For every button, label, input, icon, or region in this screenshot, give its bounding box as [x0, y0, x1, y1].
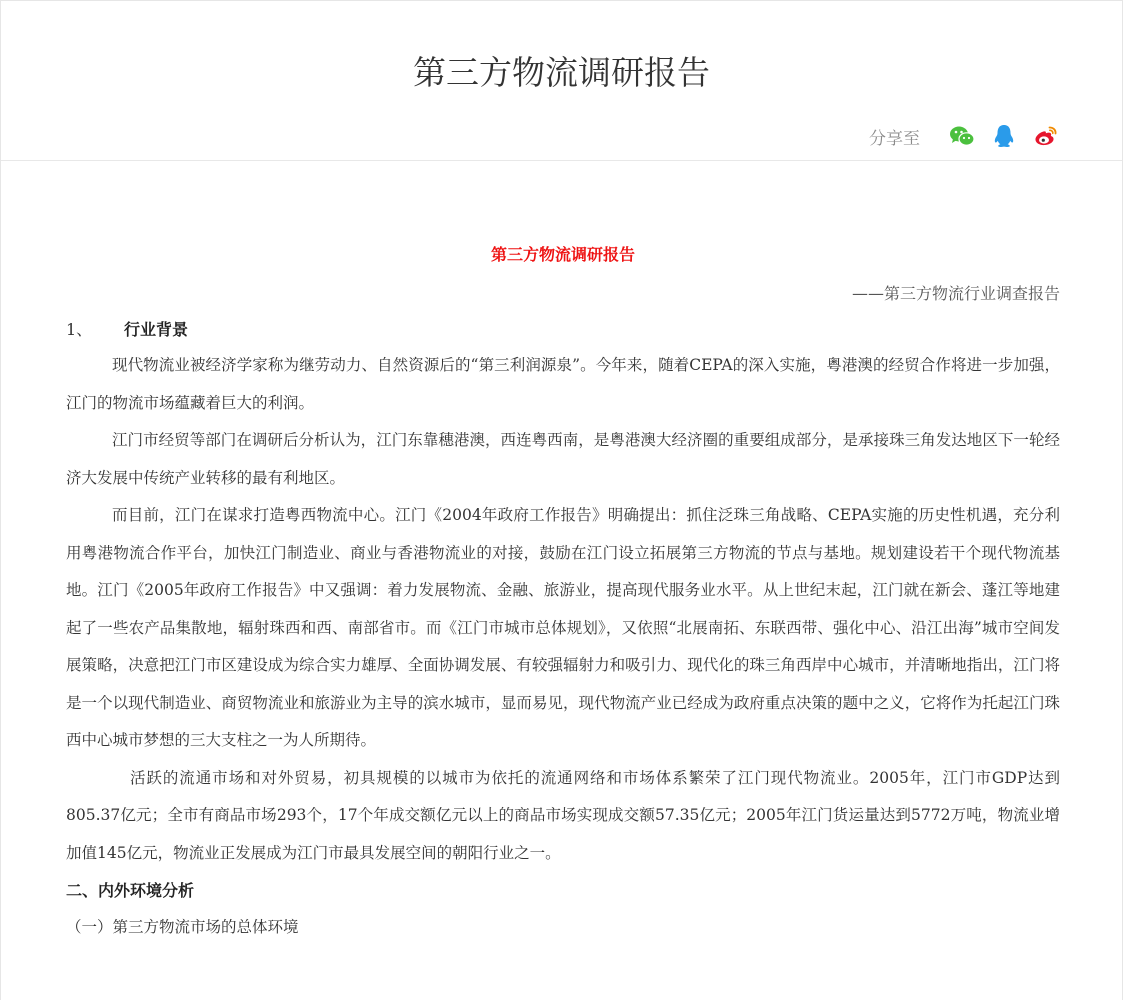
- qq-icon[interactable]: [990, 122, 1018, 150]
- paragraph: 现代物流业被经济学家称为继劳动力、自然资源后的“第三利润源泉”。今年来，随着CEPA的深入实施，粤港澳的经贸合作将进一步加强，江门的物流市场蕴藏着巨大的利润。: [66, 356, 1060, 412]
- section-title: 行业背景: [124, 320, 189, 339]
- subsection-heading: （一）第三方物流市场的总体环境: [66, 918, 299, 936]
- page-header: [1, 1, 1122, 161]
- section-heading-2: 二、内外环境分析: [66, 881, 195, 900]
- paragraph: 而目前，江门在谋求打造粤西物流中心。江门《2004年政府工作报告》明确提出：抓住泛珠三角战略、CEPA实施的历史性机遇，充分利用粤港物流合作平台，加快江门制造业、商业与香港物流业的对接，鼓励在江门设立拓展第三方物流的节点与基地。规划建设若干个现代物流基地。江门《2005年政府工作报告》中又强调：着力发展物流、金融、旅游业，提高现代服务业水平。从上世纪末起，江门就在新会、蓬江等地建起了一些农产品集散地，辐射珠西和西、南部省市。而《江门市城市总体规划》，又依照“北展南拓、东联西带、强化中心、沿江出海”城市空间发展策略，决意把江门市区建设成为综合实力雄厚、全面协调发展、有较强辐射力和吸引力、现代化的珠三角西岸中心城市，并清晰地指出，江门将是一个以现代制造业、商贸物流业和旅游业为主导的滨水城市，显而易见，现代物流产业已经成为政府重点决策的题中之义，它将作为托起江门珠西中心城市梦想的三大支柱之一为人所期待。: [66, 506, 1060, 749]
- weibo-icon[interactable]: [1032, 122, 1060, 150]
- share-label: 分享至: [869, 128, 920, 149]
- article-body: [66, 161, 1060, 946]
- section-heading: [66, 318, 1060, 342]
- document-title: 第三方物流调研报告: [490, 245, 635, 264]
- document-subtitle: ——第三方物流行业调查报告: [851, 284, 1060, 303]
- section-number: 1、: [66, 320, 93, 339]
- wechat-icon[interactable]: [948, 122, 976, 150]
- page-title: 第三方物流调研报告: [413, 53, 710, 92]
- share-bar: [869, 121, 1060, 151]
- paragraph: 江门市经贸等部门在调研后分析认为，江门东靠穗港澳，西连粤西南，是粤港澳大经济圈的重要组成部分，是承接珠三角发达地区下一轮经济大发展中传统产业转移的最有利地区。: [66, 431, 1060, 487]
- paragraph: 活跃的流通市场和对外贸易，初具规模的以城市为依托的流通网络和市场体系繁荣了江门现代物流业。2005年，江门市GDP达到805.37亿元；全市有商品市场293个，17个年成交额亿元以上的商品市场实现成交额57.35亿元；2005年江门货运量达到5772万吨，物流业增加值145亿元，物流业正发展成为江门市最具发展空间的朝阳行业之一。: [66, 768, 1060, 862]
